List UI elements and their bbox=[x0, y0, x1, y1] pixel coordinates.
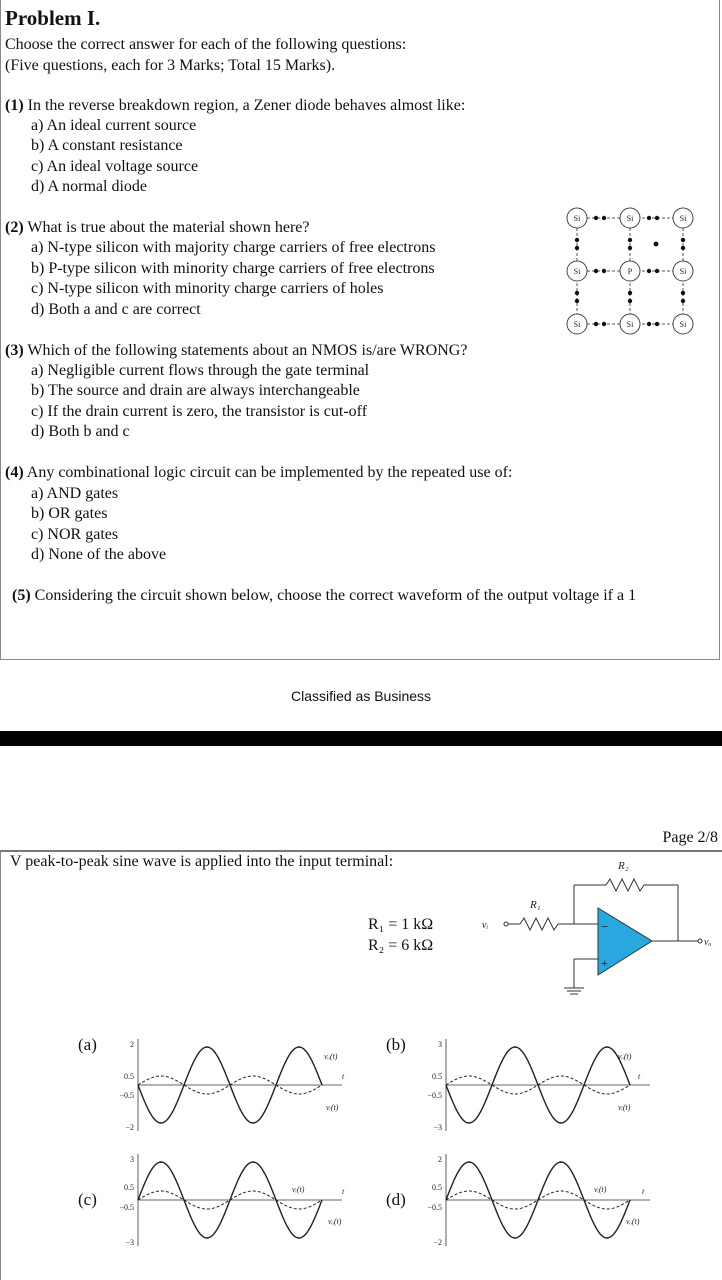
q3-option-b[interactable]: b) The source and drain are always interchangeable bbox=[31, 382, 360, 399]
q2-option-b[interactable]: b) P-type silicon with minority charge carriers of free electrons bbox=[31, 260, 435, 277]
y-tick-p05: 0.5 bbox=[432, 1072, 442, 1081]
y-tick-n05: −0.5 bbox=[119, 1091, 134, 1100]
vi-label: vᵢ(t) bbox=[618, 1103, 631, 1112]
vo-label: vₒ bbox=[704, 937, 712, 948]
q1-option-d[interactable]: d) A normal diode bbox=[31, 178, 147, 195]
r1-resistor bbox=[520, 918, 558, 930]
option-d-label[interactable]: (d) bbox=[386, 1190, 406, 1209]
y-tick-max: 2 bbox=[130, 1040, 134, 1049]
vo-label: vₒ(t) bbox=[618, 1052, 632, 1061]
classification-footer: Classified as Business bbox=[290, 688, 432, 704]
y-tick-min: −3 bbox=[125, 1238, 134, 1247]
y-tick-max: 3 bbox=[130, 1155, 134, 1164]
q1-option-b[interactable]: b) A constant resistance bbox=[31, 137, 183, 154]
t-label: t bbox=[342, 1187, 345, 1196]
q2-option-c[interactable]: c) N-type silicon with minority charge carriers of holes bbox=[31, 280, 384, 297]
option-a-label[interactable]: (a) bbox=[78, 1035, 97, 1054]
q1-option-c[interactable]: c) An ideal voltage source bbox=[31, 158, 199, 175]
instructions-line-1: Choose the correct answer for each of the following questions: bbox=[5, 36, 407, 53]
vi-label: vᵢ(t) bbox=[292, 1185, 305, 1194]
option-b-label[interactable]: (b) bbox=[386, 1035, 406, 1054]
y-tick-n05: −0.5 bbox=[427, 1091, 442, 1100]
q4-option-b[interactable]: b) OR gates bbox=[31, 505, 108, 522]
inverting-input-sign: − bbox=[601, 919, 609, 934]
y-tick-n05: −0.5 bbox=[427, 1203, 442, 1212]
y-tick-p05: 0.5 bbox=[432, 1183, 442, 1192]
option-c-label[interactable]: (c) bbox=[78, 1190, 97, 1209]
q3-option-d[interactable]: d) Both b and c bbox=[31, 423, 130, 440]
atom-label: Si bbox=[573, 214, 581, 223]
atom-label: Si bbox=[626, 214, 634, 223]
t-label: t bbox=[642, 1187, 645, 1196]
waveform-c[interactable] bbox=[110, 1150, 360, 1250]
problem-title: Problem I. bbox=[5, 6, 101, 30]
atom-label: Si bbox=[679, 214, 687, 223]
q3-option-a[interactable]: a) Negligible current flows through the gate terminal bbox=[31, 362, 370, 379]
vo-label: vₒ(t) bbox=[626, 1217, 640, 1226]
r2-resistor bbox=[606, 879, 644, 891]
q1-option-a[interactable]: a) An ideal current source bbox=[31, 117, 197, 134]
q4-option-c[interactable]: c) NOR gates bbox=[31, 526, 119, 543]
waveform-d[interactable] bbox=[418, 1150, 668, 1250]
q2-option-a[interactable]: a) N-type silicon with majority charge carriers of free electrons bbox=[31, 239, 436, 256]
y-tick-n05: −0.5 bbox=[119, 1203, 134, 1212]
question-3: (3) Which of the following statements about an NMOS is/are WRONG? bbox=[5, 342, 468, 359]
y-tick-max: 3 bbox=[438, 1040, 442, 1049]
vi-label: vᵢ(t) bbox=[594, 1185, 607, 1194]
instructions-line-2: (Five questions, each for 3 Marks; Total 15 Marks). bbox=[5, 57, 336, 74]
question-5-continuation: V peak-to-peak sine wave is applied into the input terminal: bbox=[10, 853, 394, 870]
question-4: (4) Any combinational logic circuit can be implemented by the repeated use of: bbox=[5, 464, 513, 481]
r1-value: R₁ = 1 kΩ bbox=[368, 916, 434, 933]
question-2: (2) What is true about the material shown here? bbox=[5, 219, 310, 236]
q3-option-c[interactable]: c) If the drain current is zero, the transistor is cut-off bbox=[31, 403, 368, 420]
r2-label: R₂ bbox=[618, 860, 629, 872]
y-tick-min: −2 bbox=[433, 1238, 442, 1247]
atom-label: Si bbox=[679, 267, 687, 276]
r2-value: R₂ = 6 kΩ bbox=[368, 937, 434, 954]
atom-label: Si bbox=[679, 320, 687, 329]
waveform-a[interactable] bbox=[110, 1035, 360, 1135]
vo-label: vₒ(t) bbox=[328, 1217, 342, 1226]
vi-label: vᵢ(t) bbox=[326, 1103, 339, 1112]
vi-label: vᵢ bbox=[482, 920, 489, 931]
q2-option-d[interactable]: d) Both a and c are correct bbox=[31, 301, 201, 318]
t-label: t bbox=[638, 1072, 641, 1081]
question-1: (1) In the reverse breakdown region, a Zener diode behaves almost like: bbox=[5, 97, 466, 114]
y-tick-min: −3 bbox=[433, 1123, 442, 1132]
question-5: (5) Considering the circuit shown below, choose the correct waveform of the output voltage if a 1 bbox=[12, 587, 637, 604]
y-tick-max: 2 bbox=[438, 1155, 442, 1164]
inverting-amplifier-circuit bbox=[470, 855, 720, 1000]
atom-label: Si bbox=[626, 320, 634, 329]
noninverting-input-sign: + bbox=[601, 956, 608, 970]
t-label: t bbox=[342, 1072, 345, 1081]
y-tick-p05: 0.5 bbox=[124, 1183, 134, 1192]
y-tick-p05: 0.5 bbox=[124, 1072, 134, 1081]
waveform-b[interactable] bbox=[418, 1035, 668, 1135]
vo-label: vₒ(t) bbox=[324, 1052, 338, 1061]
q4-option-a[interactable]: a) AND gates bbox=[31, 485, 119, 502]
atom-label: Si bbox=[573, 320, 581, 329]
r1-label: R₁ bbox=[530, 899, 541, 911]
y-tick-min: −2 bbox=[125, 1123, 134, 1132]
q4-option-d[interactable]: d) None of the above bbox=[31, 546, 167, 563]
silicon-lattice-diagram bbox=[560, 204, 700, 338]
page-number: Page 2/8 bbox=[662, 829, 718, 846]
atom-label-dopant: P bbox=[627, 267, 633, 276]
atom-label: Si bbox=[573, 267, 581, 276]
page-separator-bar bbox=[0, 731, 722, 746]
